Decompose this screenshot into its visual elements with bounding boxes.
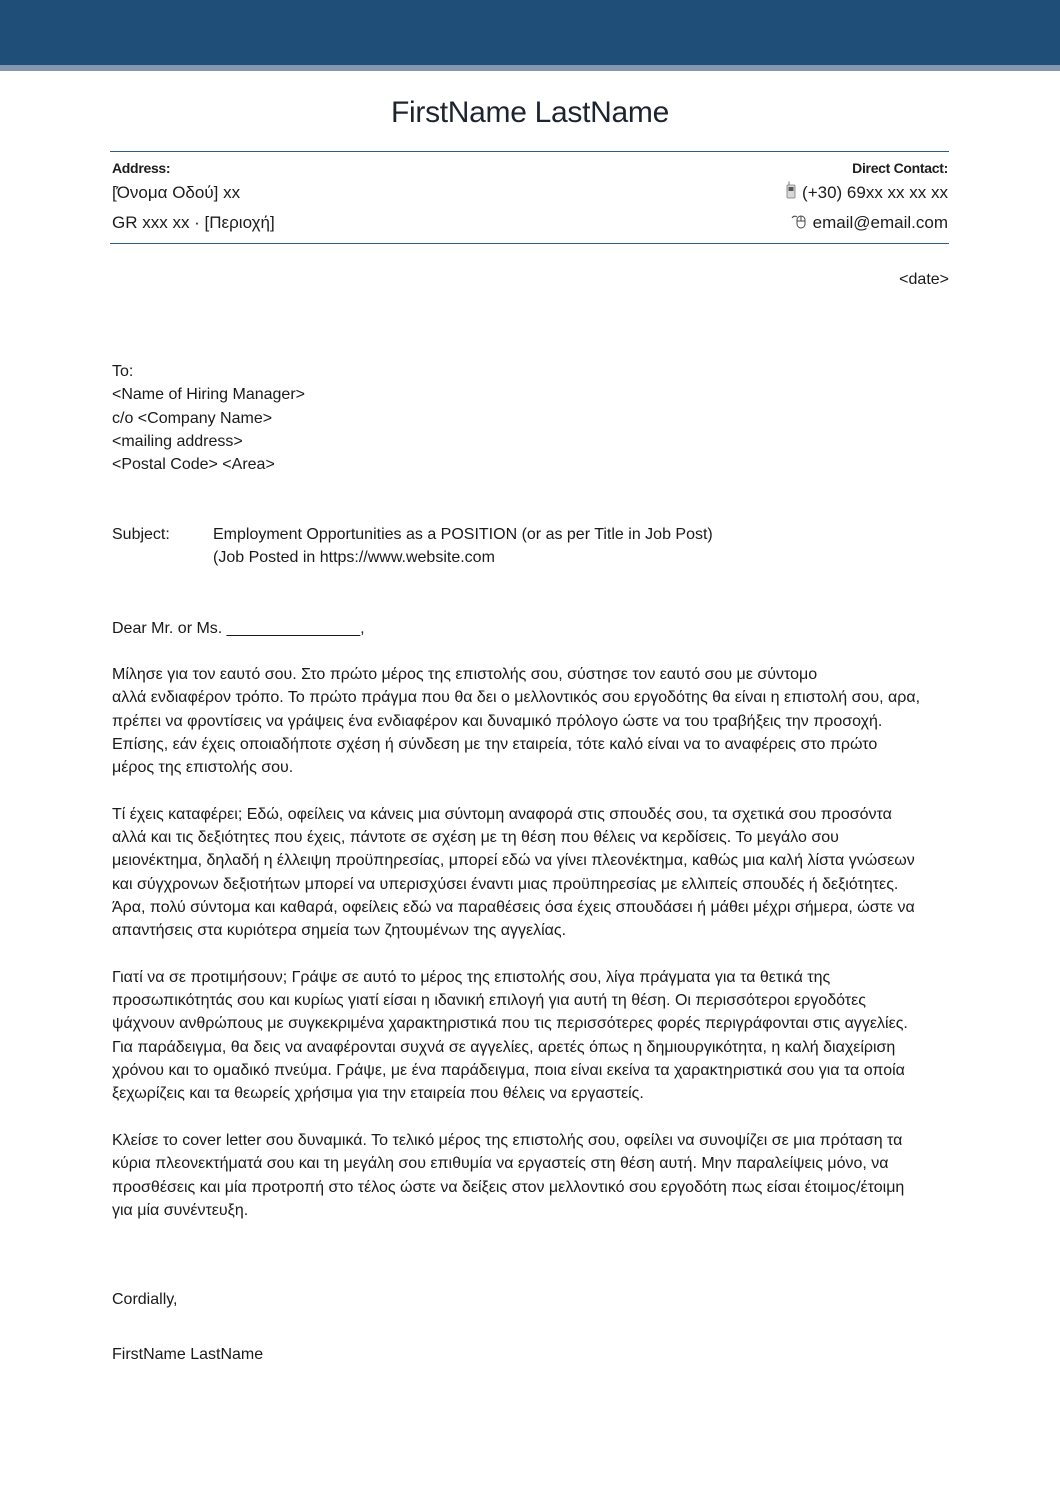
paragraph-why-choose <box>112 966 957 1106</box>
paragraph-achievements <box>112 803 957 943</box>
signature-name: FirstName LastName <box>112 1346 264 1363</box>
subject-line-1: Employment Opportunities as a POSITION (or as per Title in Job Post) <box>213 526 713 543</box>
header-band <box>0 0 1060 65</box>
body-line: αλλά ενδιαφέρον τρόπο. Το πρώτο πράγμα που θα δει ο μελλοντικός σου εργοδότης θα είναι η επιστολή σου, αρα, <box>112 689 921 707</box>
body-line: ξεχωρίζεις και τα θεωρείς χρήσιμα για την εταιρεία που θέλεις να εργαστείς. <box>112 1085 644 1103</box>
body-line: και σύγχρονων δεξιοτήτων μπορεί να υπερισχύσει έναντι μιας προϋπηρεσίας με ελλιπείς σπουδές ή δεξιότητες. <box>112 875 899 893</box>
recipient-mailing-address: <mailing address> <box>112 432 243 450</box>
recipient-block <box>112 360 305 476</box>
email-address: email@email.com <box>812 213 948 232</box>
address-line-2: GR xxx xx · [Περιοχή] <box>112 213 275 232</box>
paragraph-closing <box>112 1129 957 1222</box>
subject-label: Subject: <box>112 526 170 543</box>
subject-line-2: (Job Posted in https://www.website.com <box>213 549 495 567</box>
body-line: απαντήσεις στα κυριότερα σημεία των ζητουμένων της αγγελίας. <box>112 922 567 940</box>
address-block <box>112 158 275 238</box>
paragraph-introduction <box>112 663 957 779</box>
subject-block <box>112 523 713 570</box>
complimentary-close: Cordially, <box>112 1291 178 1308</box>
body-line: Επίσης, εάν έχεις οποιαδήποτε σχέση ή σύνδεση με την εταιρεία, τότε καλό είναι να το αναφέρεις στο πρώτο <box>112 735 878 753</box>
mobile-phone-icon <box>786 179 796 209</box>
body-line: προσωπικότητάς σου και κυρίως γιατί είσαι η ιδανική επιλογή για αυτή τη θέση. Οι περισσότεροι εργοδότες <box>112 992 866 1010</box>
letter-date: <date> <box>899 271 949 288</box>
body-line: ψάχνουν ανθρώπους με συγκεκριμένα χαρακτηριστικά που τις περισσότερες φορές περιγράφονται στις αγγελίες. <box>112 1015 908 1033</box>
recipient-name: <Name of Hiring Manager> <box>112 386 305 404</box>
body-line: αλλά και τις δεξιότητες που έχεις, πάντοτε σε σχέση με τη θέση που θέλεις να κερδίσεις. Το μεγάλο σου <box>112 829 839 847</box>
letter-body <box>112 663 957 1245</box>
sender-name-title: FirstName LastName <box>390 96 669 129</box>
salutation: Dear Mr. or Ms. _______________, <box>112 620 365 637</box>
email-line <box>786 208 948 238</box>
phone-line <box>786 178 948 208</box>
body-line: για μία συνέντευξη. <box>112 1201 249 1219</box>
body-line: μέρος της επιστολής σου. <box>112 759 294 777</box>
address-label: Address: <box>112 160 171 176</box>
recipient-postal-area: <Postal Code> <Area> <box>112 456 275 474</box>
body-line: προσθέσεις και μία προτροπή στο τέλος ώστε να δείξεις στον μελλοντικό σου εργοδότη πως είσαι έτοιμος/έτοιμη <box>112 1178 905 1196</box>
body-line: κύρια πλεονεκτήματά σου και τη μεγάλη σου επιθυμία να εργαστείς στη θέση αυτή. Μην παραλείψεις μόνο, να <box>112 1155 889 1173</box>
body-line: Τί έχεις καταφέρει; Εδώ, οφείλεις να κάνεις μια σύντομη αναφορά στις σπουδές σου, τα σχετικά σου προσόντα <box>112 805 892 823</box>
body-line: Γιατί να σε προτιμήσουν; Γράψε σε αυτό το μέρος της επιστολής σου, λίγα πράγματα για τα θετικά της <box>112 968 831 986</box>
body-line: μειονέκτημα, δηλαδή η έλλειψη προϋπηρεσίας, μπορεί εδώ να γίνει πλεονέκτημα, καθώς μια καλή λίστα γνώσεων <box>112 852 915 870</box>
body-line: Κλείσε το cover letter σου δυναμικά. Το τελικό μέρος της επιστολής σου, οφείλει να συνοψίζει σε μια πρόταση τα <box>112 1131 903 1149</box>
body-line: Μίλησε για τον εαυτό σου. Στο πρώτο μέρος της επιστολής σου, σύστησε τον εαυτό σου με σύντομο <box>112 666 818 683</box>
divider-top <box>110 151 949 152</box>
body-line: πρέπει να φροντίσεις να γράψεις ένα ενδιαφέρον και δυναμικό πρόλογο ώστε να του τραβήξεις την προσοχή. <box>112 712 883 730</box>
recipient-company: c/o <Company Name> <box>112 409 273 427</box>
divider-bottom <box>110 243 949 244</box>
address-line-1: [Όνομα Οδού] xx <box>112 183 241 202</box>
subject-text <box>213 523 713 570</box>
contact-label: Direct Contact: <box>852 160 948 176</box>
recipient-to-label: To: <box>112 363 134 380</box>
phone-number: (+30) 69xx xx xx xx <box>802 183 948 202</box>
computer-mouse-icon <box>791 209 807 239</box>
body-line: Άρα, πολύ σύντομα και καθαρά, οφείλεις εδώ να παραθέσεις όσα έχεις σπουδάσει ή μάθει μέχρι σήμερα, ώστε να <box>112 898 915 916</box>
body-line: χρόνου και το ομαδικό πνεύμα. Γράψε, με ένα παράδειγμα, ποια είναι εκείνα τα χαρακτηριστικά σου για τα οποία <box>112 1062 905 1080</box>
body-line: Για παράδειγμα, θα δεις να αναφέρονται συχνά σε αγγελίες, αρετές όπως η δημιουργικότητα, η καλή διαχείριση <box>112 1038 896 1056</box>
header-band-strip <box>0 65 1060 71</box>
contact-block <box>786 158 948 238</box>
